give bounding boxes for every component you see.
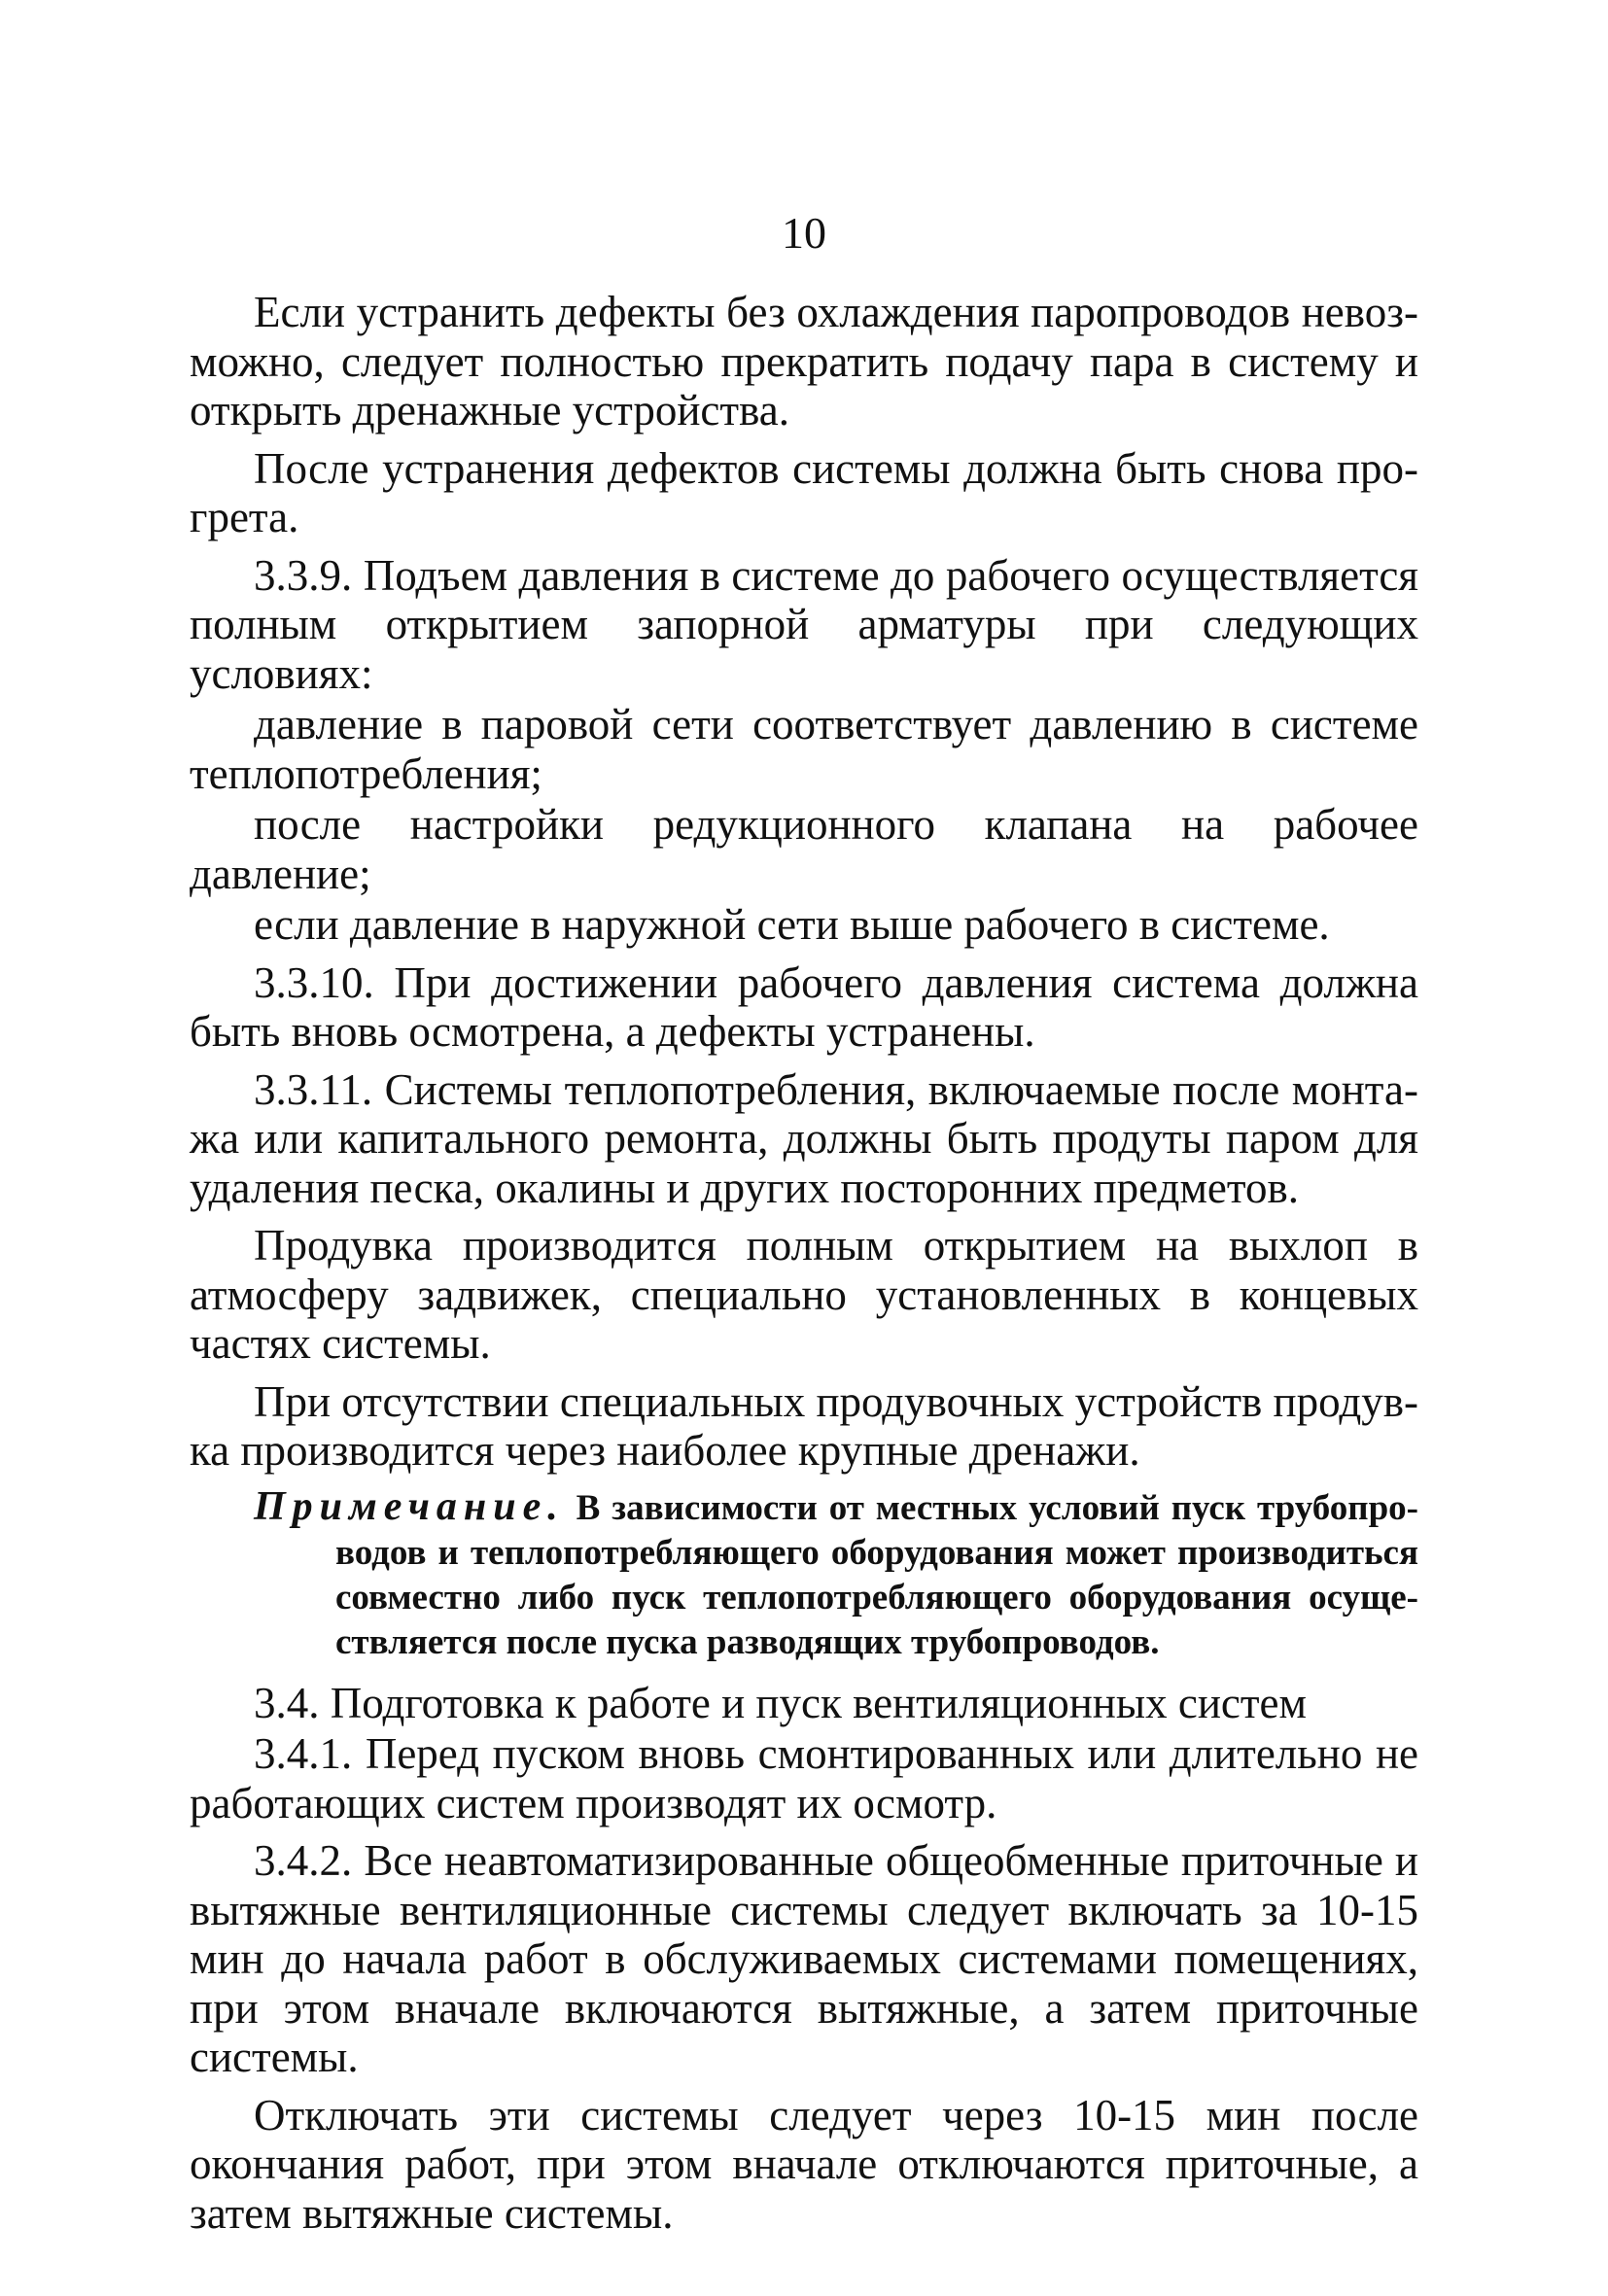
paragraph-shutdown: Отключать эти системы следует через 10-15 мин после окончания работ, при этом вначале отключаются приточные, а затем вытяжные системы. — [190, 2090, 1418, 2238]
paragraph-3-3-10: 3.3.10. При достижении рабочего давления система должна быть вновь осмотрена, а дефекты устранены. — [190, 957, 1418, 1056]
list-item-condition-2: после настройки редукционного клапана на рабочее давление; — [190, 800, 1418, 898]
note-text: В зависимости от местных условий пуск трубопроводов и теплопотребляющего оборудования может производиться совместно либо пуск теплопотребляющего оборудования осуществляется после пуска разводящих трубопроводов. — [335, 1487, 1418, 1662]
list-item-condition-3: если давление в наружной сети выше рабочего в системе. — [254, 900, 1330, 949]
paragraph-3-4-2: 3.4.2. Все неавтоматизированные общеобменные приточные и вытяжные вентиляционные системы следует включать за 10-15 мин до начала работ в обслуживаемых системами помещениях, при этом вначале включаются вытяжные, а затем приточные системы. — [190, 1836, 1418, 2081]
list-item-condition-1: давление в паровой сети соответствует давлению в системе теплопотребления; — [190, 700, 1418, 798]
note — [190, 1484, 1418, 1665]
paragraph-purge: Продувка производится полным открытием на выхлоп в атмосферу задвижек, специально установленных в концевых частях системы. — [190, 1221, 1418, 1368]
paragraph-3-3-9: 3.3.9. Подъем давления в системе до рабочего осуществляется полным открытием запорной арматуры при следующих условиях: — [190, 550, 1418, 698]
paragraph-3-3-11: 3.3.11. Системы теплопотребления, включаемые после монтажа или капитального ремонта, должны быть продуты паром для удаления песка, окалины и других посторонних предметов. — [190, 1064, 1418, 1212]
page-number: 10 — [782, 208, 826, 258]
paragraph-reheat: После устранения дефектов системы должна быть снова прогрета. — [190, 443, 1418, 541]
note-label: Примечание. — [254, 1483, 565, 1529]
paragraph-no-purge-devices: При отсутствии специальных продувочных устройств продувка производится через наиболее крупные дренажи. — [190, 1376, 1418, 1475]
body-text — [190, 288, 1418, 2246]
paragraph-3-4-1: 3.4.1. Перед пуском вновь смонтированных или длительно не работающих систем производят их осмотр. — [190, 1729, 1418, 1827]
section-heading-3-4: 3.4. Подготовка к работе и пуск вентиляционных систем — [254, 1678, 1307, 1727]
paragraph-defects-cooling: Если устранить дефекты без охлаждения паропроводов невозможно, следует полностью прекратить подачу пара в систему и открыть дренажные устройства. — [190, 288, 1418, 435]
